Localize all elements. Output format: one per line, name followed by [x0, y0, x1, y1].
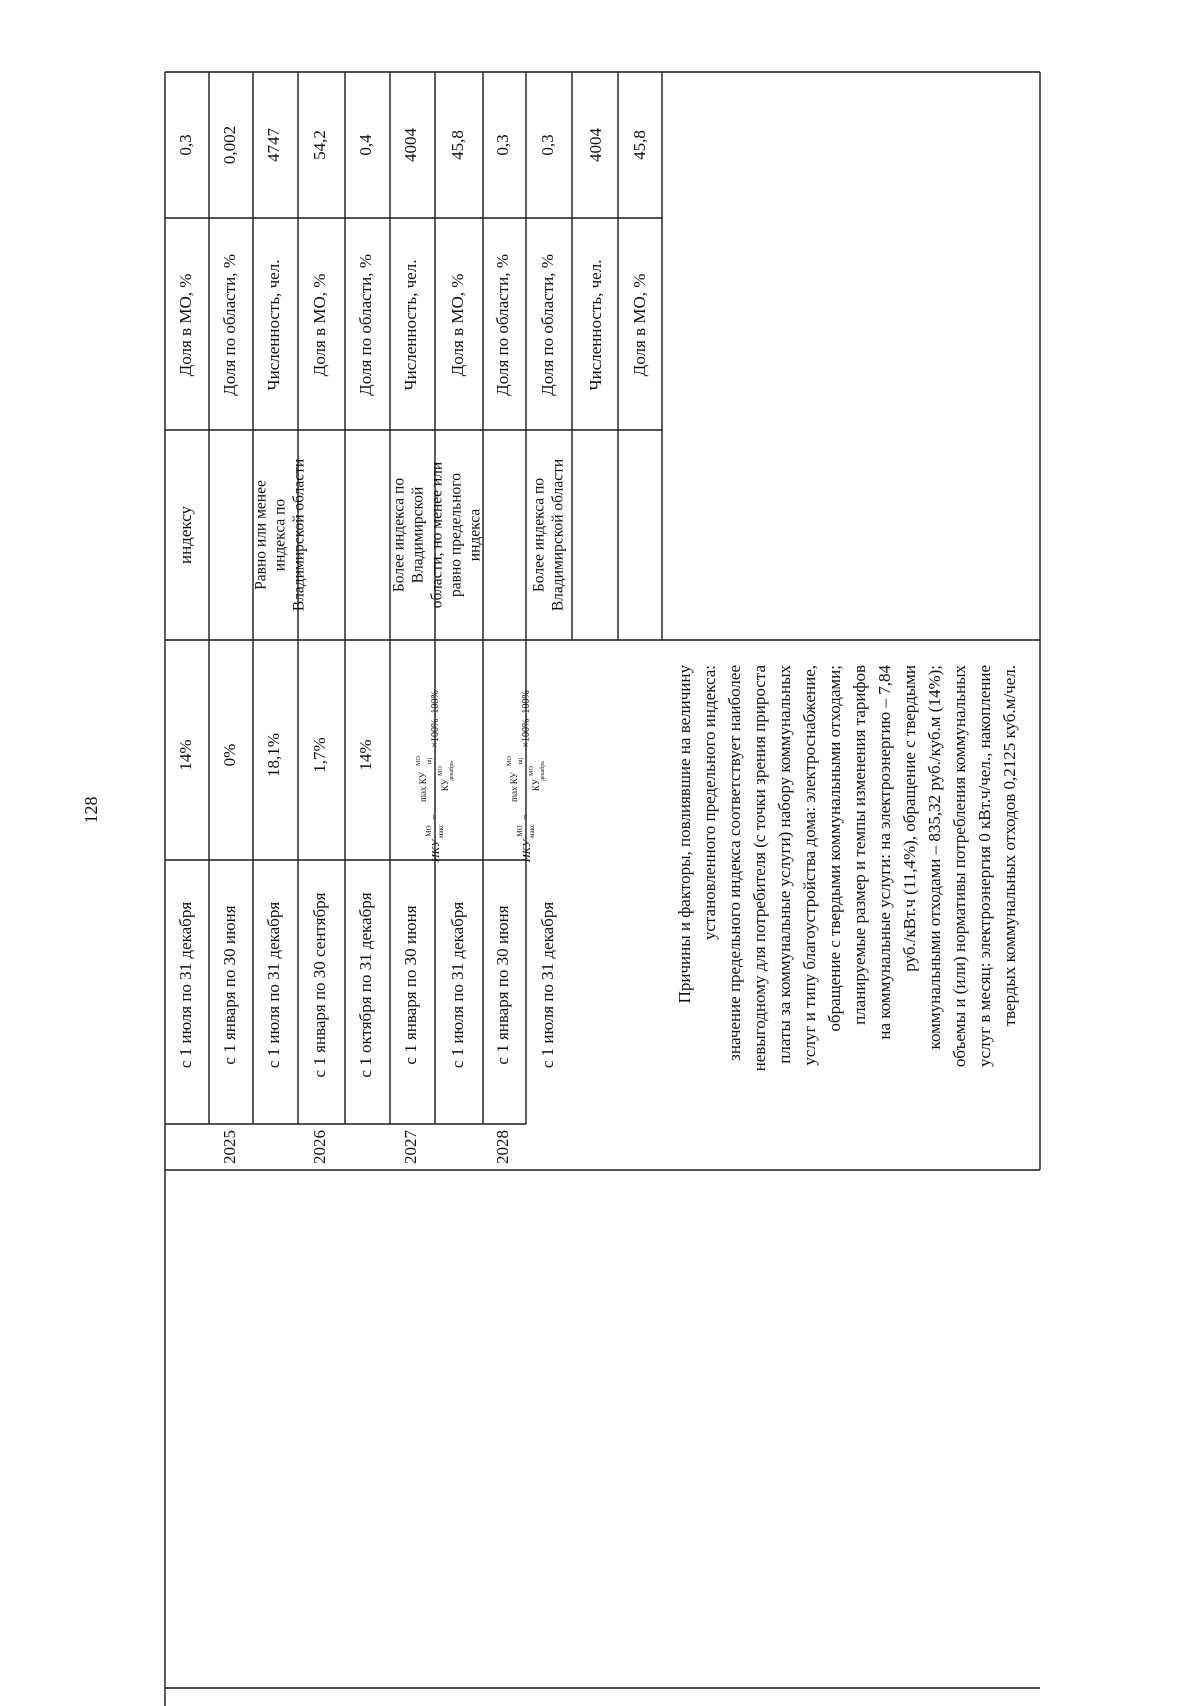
- formula-equals: =: [521, 814, 532, 820]
- formula-part: макс: [437, 824, 445, 838]
- formula-part: ИКУ: [430, 839, 442, 863]
- factors-line: услуг в месяц: электроэнергия 0 кВт.ч/чел., накопление: [974, 665, 994, 1067]
- period-cell: с 1 января по 30 сентября: [309, 892, 329, 1078]
- formula-part: max КУ: [418, 772, 428, 802]
- indeks-description: Равно или менее: [252, 480, 270, 590]
- metric-value: 0,3: [175, 134, 195, 156]
- formula-equals: =: [430, 814, 441, 820]
- metric-value: 0,4: [355, 134, 375, 156]
- formula-part: ×100%–100%: [521, 690, 532, 748]
- period-cell: с 1 июля по 31 декабря: [447, 901, 467, 1069]
- percent-cell: 1,7%: [309, 737, 329, 773]
- metric-label: Численность, чел.: [263, 259, 283, 391]
- factors-line: обращение с твердыми коммунальными отходами;: [824, 665, 844, 1032]
- indeks-description: Владимирской области: [549, 458, 567, 612]
- factors-line: установленного предельного индекса:: [699, 665, 719, 941]
- percent-cell: 14%: [175, 739, 195, 771]
- factors-line: твердых коммунальных отходов 0,2125 куб.м/чел.: [999, 665, 1019, 1027]
- factors-line: услуг и типу благоустройства дома: электроснабжение,: [799, 665, 819, 1066]
- metric-value: 4004: [400, 128, 420, 162]
- indeks-description: Более индекса по: [530, 477, 548, 593]
- percent-cell: 18,1%: [263, 733, 283, 777]
- formula-part: декабрь: [449, 761, 455, 781]
- formula-part: ×100%–100%: [430, 690, 441, 748]
- formula-part: МО: [529, 766, 535, 776]
- year-cell: 2026: [309, 1130, 329, 1164]
- factors-line: на коммунальные услуги: на электроэнергию – 7,84: [874, 665, 894, 1040]
- metric-label: Доля в МО, %: [309, 273, 329, 377]
- metric-label: Доля по области, %: [355, 254, 375, 396]
- year-cell: 2027: [400, 1130, 420, 1164]
- period-cell: с 1 января по 30 июня: [400, 905, 420, 1065]
- metric-label: Доля в МО, %: [629, 273, 649, 377]
- factors-line: объемы и (или) нормативы потребления коммунальных: [949, 665, 969, 1068]
- year-cell: 2025: [219, 1130, 239, 1164]
- percent-cell: 0%: [219, 743, 239, 767]
- year-cell: 2028: [492, 1130, 512, 1164]
- period-cell: с 1 июля по 31 декабря: [175, 901, 195, 1069]
- metric-value: 45,8: [447, 130, 467, 160]
- table-content: [176, 126, 1019, 1164]
- formula-part: КУ: [531, 778, 541, 792]
- metric-value: 0,3: [537, 134, 557, 156]
- formula-part: МО: [425, 825, 433, 837]
- indeks-description: Владимирской области: [290, 458, 308, 612]
- metric-label: Доля по области, %: [537, 254, 557, 396]
- metric-label: Доля в МО, %: [447, 273, 467, 377]
- factors-line: значение предельного индекса соответствует наиболее: [724, 665, 744, 1061]
- formula-part: декабрь: [540, 761, 546, 781]
- formula-part: МО: [516, 825, 524, 837]
- metric-value: 0,3: [492, 134, 512, 156]
- formula-part: МО: [507, 756, 513, 766]
- period-cell: с 1 июля по 31 декабря: [263, 901, 283, 1069]
- metric-label: Доля по области, %: [219, 254, 239, 396]
- metric-value: 54,2: [309, 130, 329, 160]
- period-cell: с 1 июля по 31 декабря: [537, 901, 557, 1069]
- metric-label: Численность, чел.: [585, 259, 605, 391]
- indeks-description: Более индекса по: [390, 477, 408, 593]
- metric-label: Доля в МО, %: [175, 273, 195, 377]
- formula-part: КУ: [440, 778, 450, 792]
- page-number: 128: [81, 796, 102, 824]
- indeks-description: равно предельного: [447, 473, 465, 597]
- indeks-description: области, но менее или: [428, 461, 446, 609]
- indeks-header: индексу: [175, 505, 195, 565]
- factors-line: коммунальными отходами – 835,32 руб./куб.м (14%);: [924, 665, 944, 1050]
- factors-line: руб./кВт.ч (11,4%), обращение с твердыми: [899, 665, 919, 972]
- metric-value: 4747: [263, 128, 283, 162]
- formula-part: ИКУ: [521, 839, 533, 863]
- factors-line: невыгодному для потребителя (с точки зрения прироста: [749, 665, 769, 1072]
- metric-value: 0,002: [219, 125, 239, 165]
- factors-line: Причины и факторы, повлиявшие на величину: [674, 665, 694, 1004]
- metric-label: Численность, чел.: [400, 259, 420, 391]
- indeks-description: индекса по: [271, 498, 289, 572]
- percent-cell: 14%: [355, 739, 375, 771]
- formula-part: nij: [518, 757, 524, 765]
- formula-part: МО: [438, 766, 444, 776]
- metric-label: Доля по области, %: [492, 254, 512, 396]
- metric-value: 45,8: [629, 130, 649, 160]
- factors-line: планируемые размер и темпы изменения тарифов: [849, 665, 869, 1025]
- period-cell: с 1 января по 30 июня: [492, 905, 512, 1065]
- indeks-description: индекса: [466, 508, 484, 562]
- formula-part: макс: [528, 824, 536, 838]
- formula-part: МО: [416, 756, 422, 766]
- formula-part: nij: [427, 757, 433, 765]
- metric-value: 4004: [585, 128, 605, 162]
- period-cell: с 1 января по 30 июня: [219, 905, 239, 1065]
- period-cell: с 1 октября по 31 декабря: [355, 892, 375, 1078]
- factors-line: платы за коммунальные услуги) набору коммунальных: [774, 665, 794, 1064]
- formula-part: max КУ: [509, 772, 519, 802]
- page-number-layer: [81, 797, 101, 824]
- indeks-description: Владимирской: [409, 486, 427, 584]
